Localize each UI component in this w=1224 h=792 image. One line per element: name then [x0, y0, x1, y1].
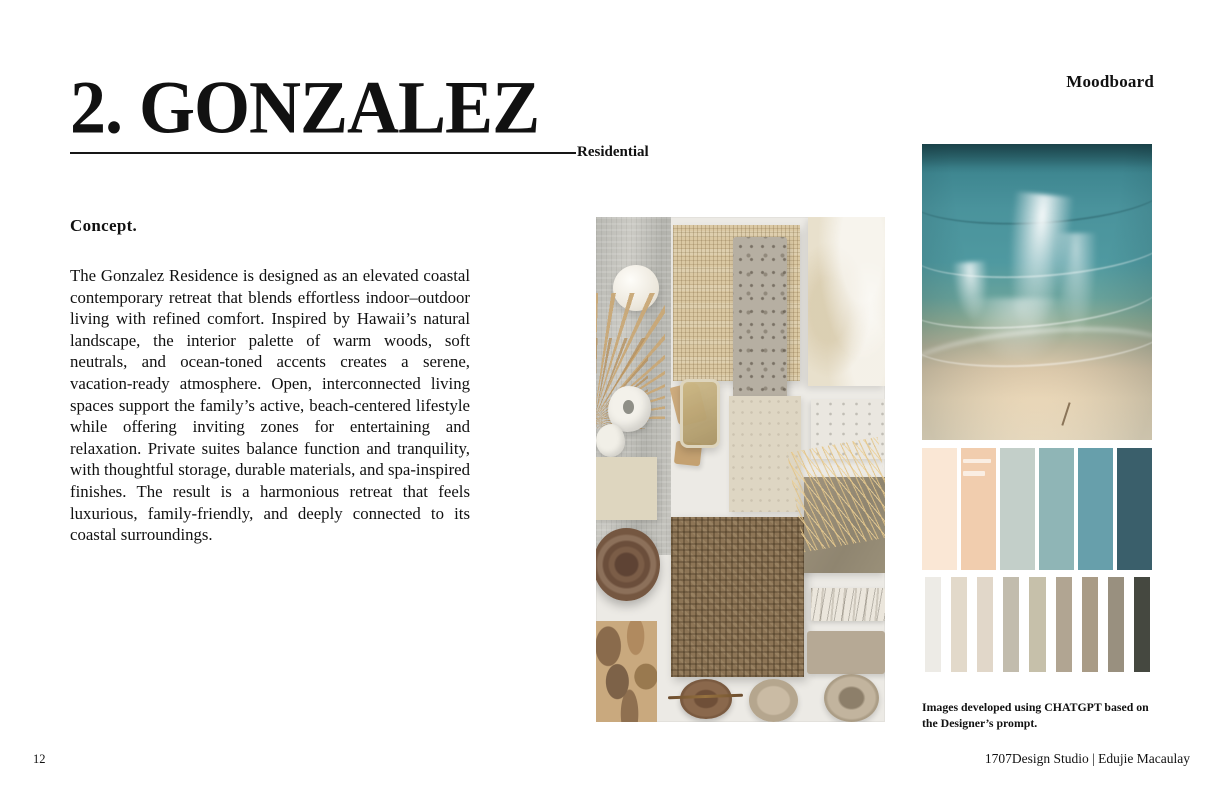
- concept-heading: Concept.: [70, 216, 138, 235]
- color-swatch: [925, 577, 941, 672]
- illegible-text-line: [963, 471, 985, 476]
- footer-credit: 1707Design Studio | Edujie Macaulay: [984, 751, 1190, 766]
- color-swatch: [922, 448, 957, 570]
- wooden-bowl: [596, 528, 660, 601]
- driftwood-stick: [1061, 402, 1070, 425]
- texture-stone-mosaic: [596, 621, 657, 722]
- texture-plaster-panel: [808, 217, 885, 386]
- color-swatch: [1039, 448, 1074, 570]
- color-swatch: [1117, 448, 1152, 570]
- color-swatch: [1078, 448, 1113, 570]
- dried-grass: [787, 437, 885, 553]
- image-credit-caption: Images developed using CHATGPT based on the Designer’s prompt.: [922, 700, 1149, 730]
- aerial-beach-image: [922, 144, 1152, 440]
- subtitle-residential: Residential: [577, 144, 649, 160]
- texture-marble-fragment: [811, 588, 885, 621]
- wooden-dish: [680, 679, 732, 719]
- color-swatch: [951, 577, 967, 672]
- section-label: Moodboard: [1066, 72, 1154, 91]
- color-swatch: [1029, 577, 1045, 672]
- color-swatch: [1134, 577, 1150, 672]
- color-swatch: [1003, 577, 1019, 672]
- texture-taupe-panel: [807, 631, 885, 674]
- texture-travertine-slab: [733, 237, 786, 419]
- texture-cream-tile: [596, 457, 657, 520]
- color-swatch: [1056, 577, 1072, 672]
- color-swatch: [1000, 448, 1035, 570]
- neutral-color-palette: [925, 577, 1150, 672]
- ceramic-bowl: [749, 679, 798, 722]
- material-flatlay-image: [596, 217, 885, 722]
- ceramic-piece: [596, 424, 625, 457]
- amber-glass-sample: [680, 379, 721, 448]
- page-number: 12: [33, 752, 46, 766]
- primary-color-palette: [922, 448, 1152, 570]
- ceramic-bowl: [824, 674, 879, 722]
- color-swatch: [1108, 577, 1124, 672]
- concept-paragraph: The Gonzalez Residence is designed as an elevated coastal contemporary retreat that blends effortless indoor–outdoor living with refined comfort. Inspired by Hawaii’s natural landscape, the interior palette of warm woods, soft neutrals, and ocean-toned accents creates a serene, vacation-ready atmosphere. Open, interconnected living spaces support the family’s active, beach-centered lifestyle while offering inviting zones for entertaining and relaxation. Private suites balance function and tranquility, with thoughtful storage, durable materials, and spa-inspired finishes. The result is a harmonious retreat that feels luxurious, family-friendly, and deeply connected to its coastal surroundings.: [70, 266, 470, 545]
- color-swatch: [977, 577, 993, 672]
- swatch-label-overlay: [963, 459, 991, 484]
- page-title: 2. GONZALEZ: [70, 65, 540, 150]
- texture-brown-woven-textile: [671, 517, 804, 676]
- title-underline: [70, 152, 576, 154]
- color-swatch: [1082, 577, 1098, 672]
- illegible-text-line: [963, 459, 991, 463]
